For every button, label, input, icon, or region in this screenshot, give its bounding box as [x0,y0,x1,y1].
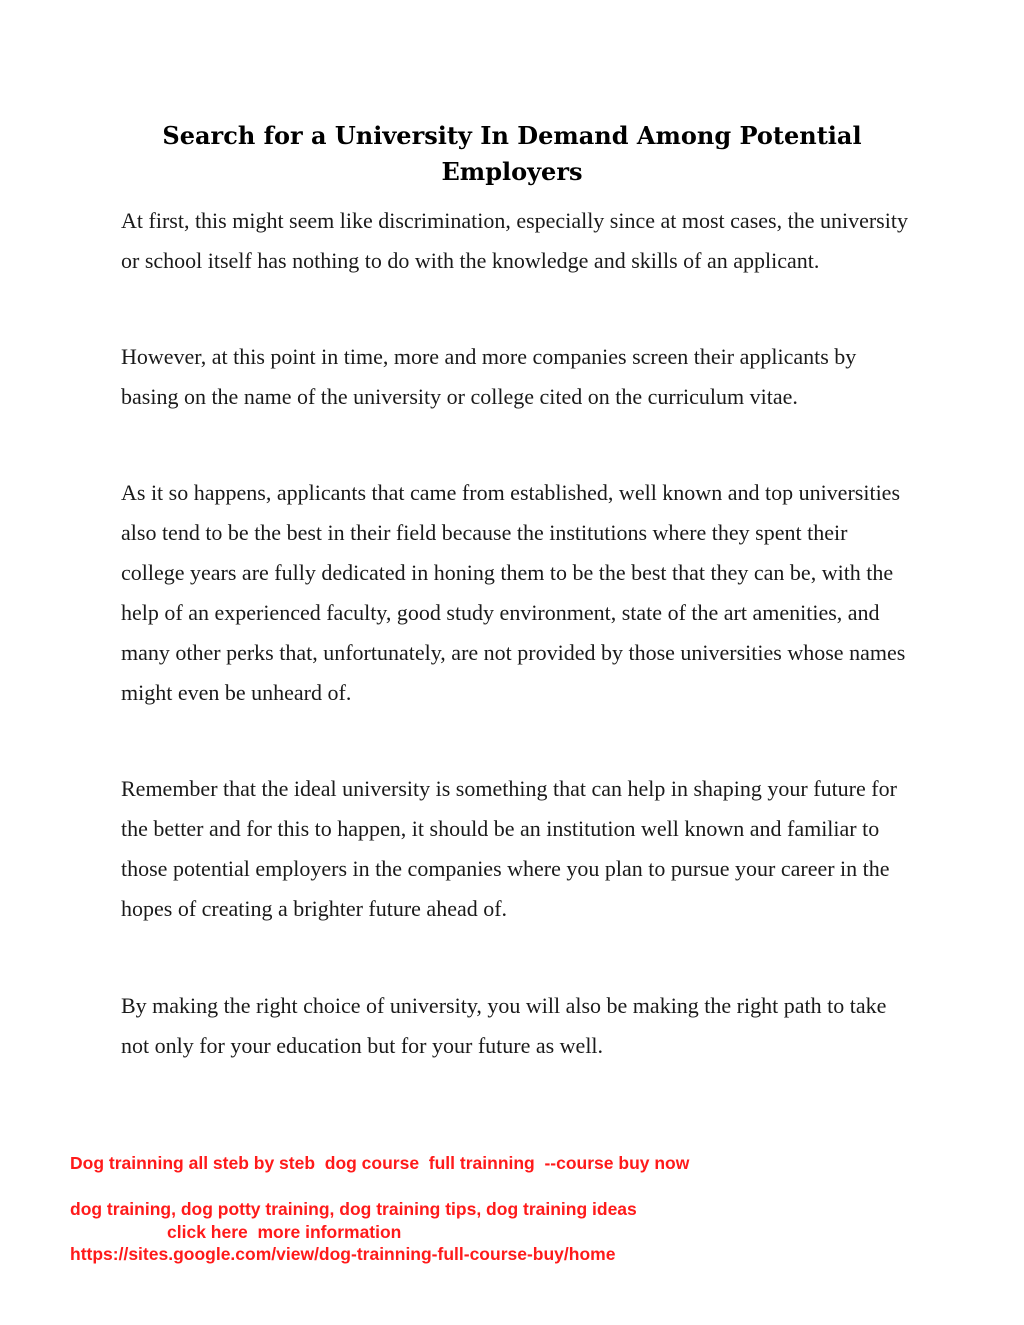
promo-keywords-text: dog training, dog potty training, dog training tips, dog training ideas [70,1199,637,1219]
promo-more-info-text: click here more information [167,1222,402,1242]
promo-link[interactable]: https://sites.google.com/view/dog-trainning-full-course-buy/home [70,1244,616,1264]
document-title: Search for a University In Demand Among Potential Employers [162,121,862,186]
paragraph: However, at this point in time, more and more companies screen their applicants by basing on the name of the university or college cited on the curriculum vitae. [121,344,857,409]
paragraph: By making the right choice of university, you will also be making the right path to take not only for your education but for your future as well. [121,993,887,1058]
paragraph: At first, this might seem like discrimination, especially since at most cases, the university or school itself has nothing to do with the knowledge and skills of an applicant. [121,208,908,273]
promo-course-text: Dog trainning all steb by steb dog course full trainning --course buy now [70,1153,690,1173]
paragraph: As it so happens, applicants that came from established, well known and top universities also tend to be the best in their field because the institutions where they spent their college years are fully dedicated in honing them to be the best that they can be, with the help of an experienced faculty, good study environment, state of the art amenities, and many other perks that, unfortunately, are not provided by those universities whose names might even be unheard of. [121,480,906,705]
paragraph: Remember that the ideal university is something that can help in shaping your future for the better and for this to happen, it should be an institution well known and familiar to those potential employers in the companies where you plan to pursue your career in the hopes of creating a brighter future ahead of. [121,776,897,921]
